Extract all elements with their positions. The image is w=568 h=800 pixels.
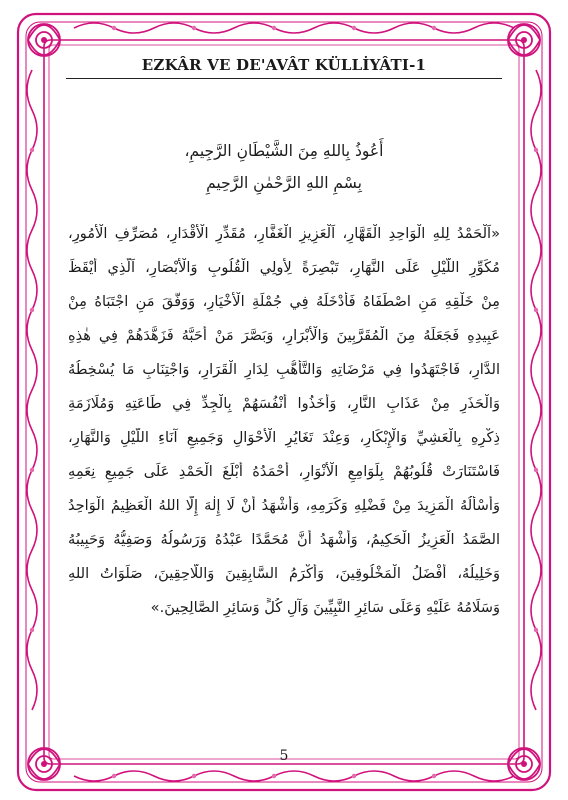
prayer-text-block bbox=[68, 224, 500, 664]
text-line: فَاسْتَنَارَتْ قُلُوبُهُمْ بِلَوَامِعِ الْأَنْوَارِ، أَحْمَدُهُ أَبْلَغَ الْحَمْدِ عَلَى جَمِيعِ نِعَمِهِ bbox=[68, 463, 500, 480]
taawwudh-line: أَعُوذُ بِاللهِ مِنَ الشَّيْطَانِ الرَّجِيمِ، bbox=[184, 142, 384, 160]
text-line: عَبِيدِهِ فَجَعَلَهُ مِنَ الْمُقَرَّبِينَ وَالْأَبْرَارِ، وَبَصَّرَ مَنْ أَحَبَّهُ فَزَهَّدَهُمْ فِي هٰذِهِ bbox=[68, 327, 500, 344]
text-line: «اَلْحَمْدُ لِلهِ الْوَاحِدِ الْقَهَّارِ، اَلْعَزِيزِ الْغَفَّارِ، مُقَدِّرِ الْأَقْدَارِ، مُصَرِّفِ الْأُمُورِ، bbox=[68, 225, 500, 242]
basmala-line: بِسْمِ اللهِ الرَّحْمٰنِ الرَّحِيمِ bbox=[206, 174, 362, 192]
running-title: EZKÂR VE DE'AVÂT KÜLLİYÂTI-1 bbox=[141, 56, 427, 74]
text-line: وَالْحَذَرِ مِنْ عَذَابِ النَّارِ، وَأَخَذُوا أَنْفُسَهُمْ بِالْجِدِّ فِي طَاعَتِهِ وَمُلَازَمَةِ bbox=[68, 395, 500, 412]
text-line: ذِكْرِهِ بِالْعَشِيِّ وَالْإِبْكَارِ، وَعِنْدَ تَغَايُرِ الْأَحْوَالِ وَجَمِيعِ آنَاءِ اللَّيْلِ وَالنَّهَارِ، bbox=[68, 429, 500, 446]
text-line-last: وَسَلَامُهُ عَلَيْهِ وَعَلَى سَائِرِ النَّبِيِّينَ وَآلِ كُلٍّ وَسَائِرِ الصَّالِحِينَ.» bbox=[150, 599, 500, 616]
text-line: مِنْ خَلْقِهِ مَنِ اصْطَفَاهُ فَأَدْخَلَهُ فِي جُمْلَةِ الْأَخْيَارِ، وَوَفَّقَ مَنِ اجْتَبَاهُ مِنْ bbox=[68, 293, 500, 310]
text-line: الدَّارِ، فَاجْتَهَدُوا فِي مَرْضَاتِهِ وَالتَّأَهُّبِ لِدَارِ الْقَرَارِ، وَاجْتِنَابِ مَا يُسْخِطُهُ bbox=[68, 361, 500, 378]
text-line: وَخَلِيلُهُ، أَفْضَلُ الْمَخْلُوقِينَ، وَأَكْرَمُ السَّابِقِينَ وَاللَّاحِقِينَ، صَلَوَاتُ اللهِ bbox=[68, 565, 500, 582]
text-line: وَأَسْأَلُهُ الْمَزِيدَ مِنْ فَضْلِهِ وَكَرَمِهِ، وَأَشْهَدُ أَنْ لَا إِلٰهَ إِلَّا اللهُ الْعَظِيمُ الْوَاحِدُ bbox=[68, 497, 500, 514]
page-number: 5 bbox=[279, 748, 289, 764]
text-line: الصَّمَدُ الْعَزِيزُ الْحَكِيمُ، وَأَشْهَدُ أَنَّ مُحَمَّدًا عَبْدُهُ وَرَسُولُهُ وَصَفِيُّهُ وَحَبِيبُهُ bbox=[68, 531, 500, 548]
text-line: مُكَوِّرِ اللَّيْلِ عَلَى النَّهَارِ، تَبْصِرَةً لِأُولِي الْقُلُوبِ وَالْأَبْصَارِ، اَلَّذِي أَيْقَظَ bbox=[68, 259, 500, 276]
header-rule bbox=[66, 78, 502, 79]
